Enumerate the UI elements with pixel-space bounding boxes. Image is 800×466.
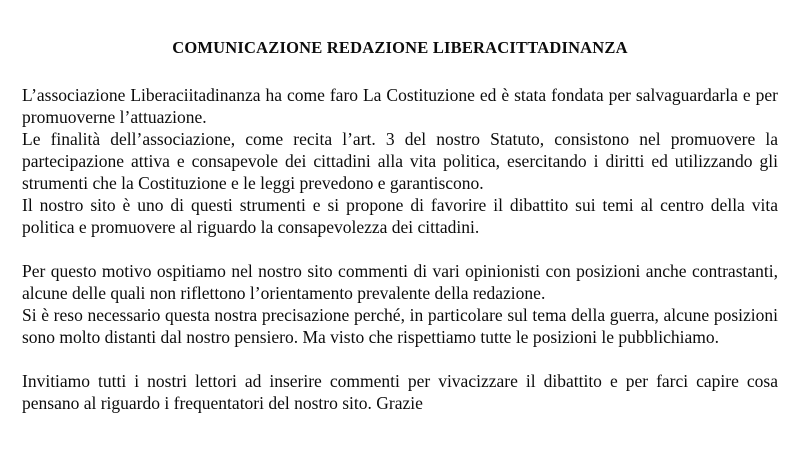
paragraph: L’associazione Liberaciitadinanza ha come faro La Costituzione ed è stata fondata per salvaguardarla e per promuoverne l’attuazione. <box>22 85 778 127</box>
paragraph: Si è reso necessario questa nostra precisazione perché, in particolare sul tema della guerra, alcune posizioni sono molto distanti dal nostro pensiero. Ma visto che rispettiamo tutte le posizioni le pubblichiamo. <box>22 305 778 347</box>
paragraph: Il nostro sito è uno di questi strumenti e si propone di favorire il dibattito sui temi al centro della vita politica e promuovere al riguardo la consapevolezza dei cittadini. <box>22 195 778 237</box>
text-block-invitation <box>22 370 778 414</box>
text-block-positions <box>22 260 778 348</box>
text-block-intro <box>22 84 778 238</box>
document-title: COMUNICAZIONE REDAZIONE LIBERACITTADINANZA <box>172 38 628 57</box>
paragraph: Invitiamo tutti i nostri lettori ad inserire commenti per vivacizzare il dibattito e per farci capire cosa pensano al riguardo i frequentatori del nostro sito. Grazie <box>22 371 778 413</box>
paragraph: Per questo motivo ospitiamo nel nostro sito commenti di vari opinionisti con posizioni anche contrastanti, alcune delle quali non riflettono l’orientamento prevalente della redazione. <box>22 261 778 303</box>
paragraph: Le finalità dell’associazione, come recita l’art. 3 del nostro Statuto, consistono nel promuovere la partecipazione attiva e consapevole dei cittadini alla vita politica, esercitando i diritti ed utilizzando gli strumenti che la Costituzione e le leggi prevedono e garantiscono. <box>22 129 778 193</box>
